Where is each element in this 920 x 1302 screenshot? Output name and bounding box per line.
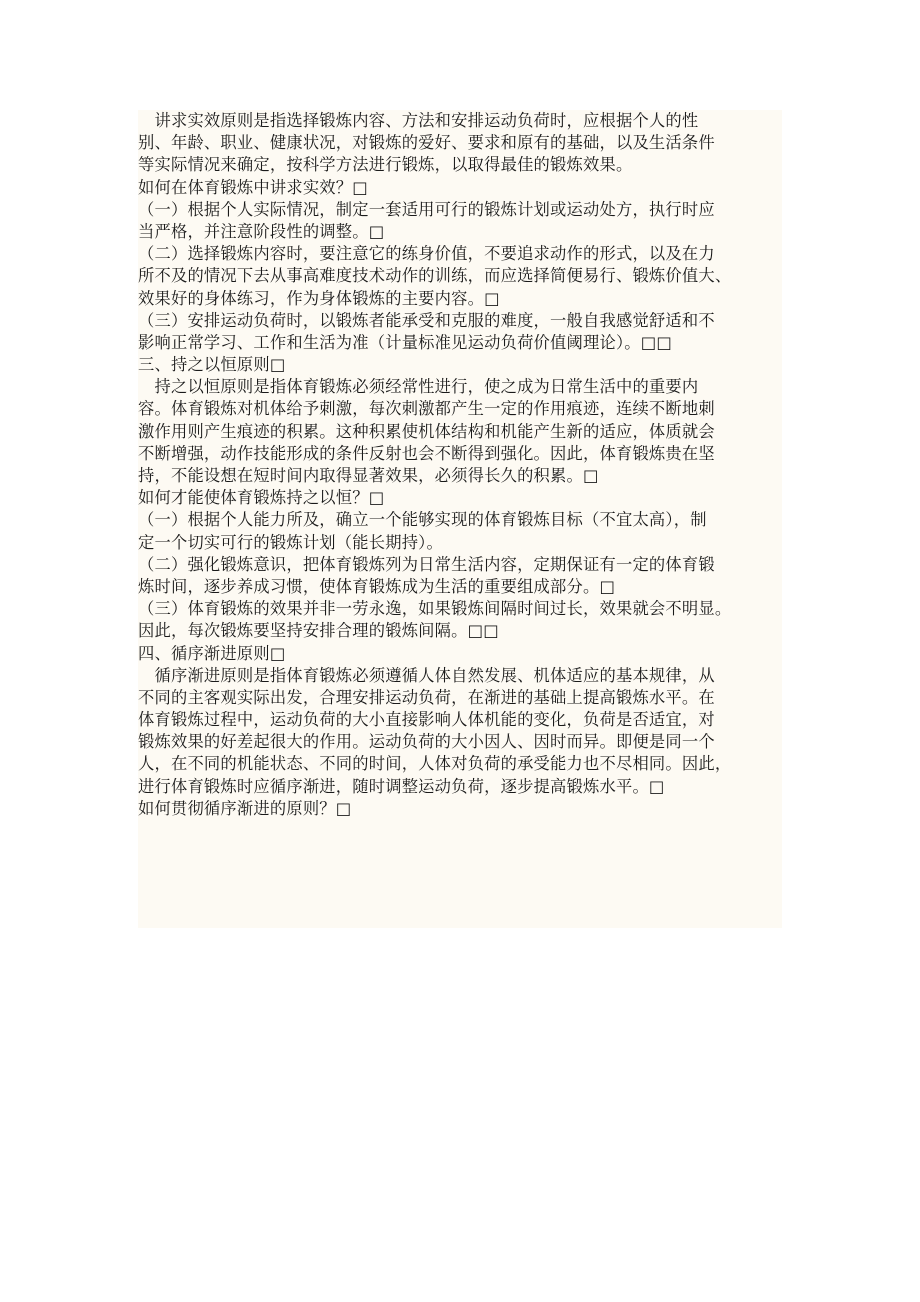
text-line: 激作用则产生痕迹的积累。这种积累使机体结构和机能产生新的适应，体质就会 bbox=[138, 421, 715, 441]
text-line: 所不及的情况下去从事高难度技术动作的训练，而应选择简便易行、锻炼价值大、 bbox=[138, 266, 732, 286]
question-heading: 如何贯彻循序渐进的原则？□ bbox=[138, 798, 352, 818]
text-line: 等实际情况来确定，按科学方法进行锻炼，以取得最佳的锻炼效果。 bbox=[138, 155, 633, 175]
text-line: 因此，每次锻炼要坚持安排合理的锻炼间隔。□□ bbox=[138, 621, 499, 641]
text-line: 体育锻炼过程中，运动负荷的大小直接影响人体机能的变化，负荷是否适宜，对 bbox=[138, 710, 715, 730]
text-line: （一）根据个人能力所及，确立一个能够实现的体育锻炼目标（不宜太高），制 bbox=[138, 510, 707, 530]
text-line: 炼时间，逐步养成习惯，使体育锻炼成为生活的重要组成部分。□ bbox=[138, 576, 616, 596]
text-line: 讲求实效原则是指选择锻炼内容、方法和安排运动负荷时，应根据个人的性 bbox=[138, 111, 699, 130]
text-line: 人，在不同的机能状态、不同的时间，人体对负荷的承受能力也不尽相同。因此， bbox=[138, 754, 732, 774]
section-heading: 三、持之以恒原则□ bbox=[138, 355, 286, 375]
text-line: 持，不能设想在短时间内取得显著效果，必须得长久的积累。□ bbox=[138, 466, 599, 485]
text-line: 影响正常学习、工作和生活为准（计量标准见运动负荷价值阈理论）。□□ bbox=[138, 332, 672, 352]
text-line: （二）选择锻炼内容时，要注意它的练身价值，不要追求动作的形式，以及在力 bbox=[138, 244, 715, 264]
text-line: 持之以恒原则是指体育锻炼必须经常性进行，使之成为日常生活中的重要内 bbox=[138, 377, 699, 397]
text-line: 进行体育锻炼时应循序渐进，随时调整运动负荷，逐步提高锻炼水平。□ bbox=[138, 776, 665, 796]
text-line: 循序渐进原则是指体育锻炼必须遵循人体自然发展、机体适应的基本规律，从 bbox=[138, 665, 715, 685]
text-line: 效果好的身体练习，作为身体锻炼的主要内容。□ bbox=[138, 288, 500, 308]
text-line: （一）根据个人实际情况，制定一套适用可行的锻炼计划或运动处方，执行时应 bbox=[138, 199, 715, 219]
text-line: 定一个切实可行的锻炼计划（能长期持）。 bbox=[138, 532, 444, 552]
text-line: （二）强化锻炼意识，把体育锻炼列为日常生活内容，定期保证有一定的体育锻 bbox=[138, 554, 715, 574]
text-line: 容。体育锻炼对机体给予刺激，每次刺激都产生一定的作用痕迹，连续不断地刺 bbox=[138, 399, 715, 419]
text-line: 当严格，并注意阶段性的调整。□ bbox=[138, 221, 385, 241]
text-line: 不断增强，动作技能形成的条件反射也会不断得到强化。因此，体育锻炼贵在坚 bbox=[138, 443, 715, 463]
question-heading: 如何才能使体育锻炼持之以恒？□ bbox=[138, 488, 385, 508]
text-line: 别、年龄、职业、健康状况，对锻炼的爱好、要求和原有的基础，以及生活条件 bbox=[138, 133, 715, 153]
text-line: 锻炼效果的好差起很大的作用。运动负荷的大小因人、因时而异。即便是同一个 bbox=[138, 732, 715, 752]
document-text-block bbox=[138, 110, 782, 928]
text-line: （三）安排运动负荷时，以锻炼者能承受和克服的难度，一般自我感觉舒适和不 bbox=[138, 310, 715, 330]
question-heading: 如何在体育锻炼中讲求实效？□ bbox=[138, 177, 368, 197]
text-line: （三）体育锻炼的效果并非一劳永逸，如果锻炼间隔时间过长，效果就会不明显。 bbox=[138, 599, 732, 619]
section-heading: 四、循序渐进原则□ bbox=[138, 643, 286, 663]
text-line: 不同的主客观实际出发，合理安排运动负荷，在渐进的基础上提高锻炼水平。在 bbox=[138, 687, 715, 707]
